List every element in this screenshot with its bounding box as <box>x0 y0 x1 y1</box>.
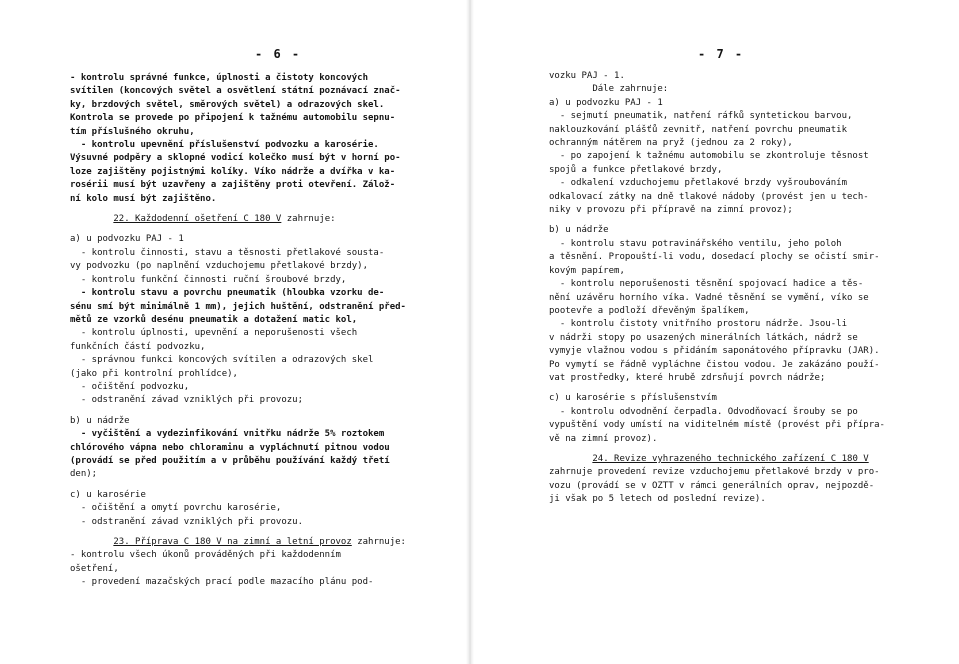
section-heading: 22. Každodenní ošetření C 180 V <box>113 214 282 225</box>
left-text-line: - odstranění závad vzniklých při provozu; <box>70 395 303 406</box>
left-text-line: loze zajištěny pojistnými kolíky. Víko nádrže a dvířka v ka- <box>70 166 396 177</box>
right-text-line: vozku PAJ - 1. <box>549 71 625 81</box>
left-text-line: svítilen (koncových světel a osvětlení státní poznávací znač- <box>70 86 401 97</box>
right-text-line: spojů a funkce přetlakové brzdy, <box>549 164 723 175</box>
left-text-line: - kontrolu úplnosti, upevnění a neporušenosti všech <box>70 328 358 339</box>
right-page-text <box>549 70 909 507</box>
left-text-line: - kontrolu všech úkonů prováděných při každodenním <box>70 550 341 561</box>
right-text-line: - kontrolu stavu potravinářského ventilu, jeho poloh <box>549 238 842 249</box>
paragraph-gap <box>70 226 450 233</box>
left-text-line: 23. Příprava C 180 V na zimní a letní provoz zahrnuje: <box>113 537 406 547</box>
section-heading: 24. Revize vyhrazeného technického zařízení C 180 V <box>592 453 869 464</box>
right-text-line: - po zapojení k tažnému automobilu se zkontroluje těsnost <box>549 151 869 162</box>
right-text-line: - kontrolu neporušenosti těsnění spojovací hadice a těs- <box>549 279 864 290</box>
left-text-line: tím příslušného okruhu, <box>70 126 195 137</box>
right-text-line: Po vymytí se řádně vypláchne čistou vodou. Je zakázáno použí- <box>549 359 880 370</box>
paragraph-gap <box>70 408 450 415</box>
paragraph-gap <box>549 446 909 453</box>
left-text-line: vy podvozku (po naplnění vzduchojemu přetlakové brzdy), <box>70 261 369 272</box>
left-text-line: Kontrola se provede po připojení k tažnému automobilu sepnu- <box>70 113 396 124</box>
page-number-right: - 7 - <box>698 47 745 61</box>
left-text-line: - provedení mazačských prací podle mazacího plánu pod- <box>70 577 374 588</box>
left-text-line: b) u nádrže <box>70 415 130 426</box>
right-text-line: - kontrolu odvodnění čerpadla. Odvodňovací šrouby se po <box>549 406 858 417</box>
right-text-line: - kontrolu čistoty vnitřního prostoru nádrže. Jsou-li <box>549 319 848 330</box>
right-text-line: vě na zimní provoz). <box>549 433 658 444</box>
left-text-line: - kontrolu stavu a povrchu pneumatik (hloubka vzorku de- <box>70 288 385 299</box>
left-text-line: - kontrolu činnosti, stavu a těsnosti přetlakové sousta- <box>70 247 385 258</box>
left-text-line: Výsuvné podpěry a sklopné vodicí kolečko musí být v horní po- <box>70 153 401 164</box>
right-text-line: zahrnuje provedení revize vzduchojemu přetlakové brzdy v pro- <box>549 467 880 478</box>
right-text-line: vymyje vlažnou vodou s přidáním saponátového přípravku (JAR). <box>549 346 880 357</box>
left-text-line: ošetření, <box>70 563 119 574</box>
left-text-line: - správnou funkci koncových svítilen a odrazových skel <box>70 355 374 366</box>
left-text-line: - očištění a omytí povrchu karosérie, <box>70 503 282 514</box>
right-text-line: a) u podvozku PAJ - 1 <box>549 97 663 108</box>
left-text-line: - odstranění závad vzniklých při provozu. <box>70 516 303 527</box>
paragraph-gap <box>70 206 450 213</box>
right-page <box>472 0 959 664</box>
right-text-line: ochranným nátěrem na pryž (jednou za 2 roky), <box>549 138 793 149</box>
right-text-line: Dále zahrnuje: <box>549 84 669 95</box>
right-text-line: b) u nádrže <box>549 225 609 236</box>
left-text-line: 22. Každodenní ošetření C 180 V zahrnuje: <box>113 214 336 225</box>
page-number-left: - 6 - <box>255 47 302 61</box>
right-text-line: a těsnění. Propouští-li vodu, dosedací plochy se očistí smir- <box>549 252 880 263</box>
left-text-line: ky, brzdových světel, směrových světel) a odrazových skel. <box>70 99 385 110</box>
right-text-line: vozu (provádí se v OZTT v rámci generálních oprav, nejpozdě- <box>549 480 875 491</box>
right-text-line: v nádrži stopy po usazených minerálních látkách, nádrž se <box>549 332 858 343</box>
paragraph-gap <box>549 385 909 392</box>
left-text-line: (provádí se před použitím a v průběhu používání každý třetí <box>70 455 390 466</box>
left-text-line: funkčních částí podvozku, <box>70 341 206 352</box>
right-text-line: - odkalení vzduchojemu přetlakové brzdy vyšroubováním <box>549 178 848 189</box>
left-text-line: - kontrolu správné funkce, úplnosti a čistoty koncových <box>70 73 369 83</box>
left-text-line: ní kolo musí být zajištěno. <box>70 193 217 204</box>
right-text-line: kovým papírem, <box>549 265 625 276</box>
right-text-line: pootevře a podloží dřevěným špalíkem, <box>549 305 750 316</box>
left-text-line: (jako při kontrolní prohlídce), <box>70 368 238 379</box>
paragraph-gap <box>549 217 909 224</box>
right-text-line <box>549 453 909 466</box>
right-text-line: - sejmutí pneumatik, natření ráfků syntetickou barvou, <box>549 111 853 122</box>
right-text-line: naklouzkování plášťů zevnitř, natření povrchu pneumatik <box>549 124 848 135</box>
paragraph-gap <box>70 529 450 536</box>
left-text-line: a) u podvozku PAJ - 1 <box>70 234 184 245</box>
left-text-line: - kontrolu upevnění příslušenství podvozku a karosérie. <box>70 140 379 151</box>
left-page-text <box>70 72 450 590</box>
paragraph-gap <box>70 482 450 489</box>
left-text-line: c) u karosérie <box>70 489 146 500</box>
left-text-line: mětů ze vzorků desénu pneumatik a dotažení matic kol, <box>70 314 358 325</box>
section-heading: 23. Příprava C 180 V na zimní a letní provoz <box>113 537 352 547</box>
left-text-line: - očištění podvozku, <box>70 381 190 392</box>
left-text-line: chlórového vápna nebo chloraminu a vypláchnutí pitnou vodou <box>70 442 390 453</box>
right-text-line: ji však po 5 letech od poslední revize). <box>549 494 766 505</box>
left-page <box>0 0 470 664</box>
left-text-line: sénu smí být minimálně 1 mm), jejich huštění, odstranění před- <box>70 301 406 312</box>
right-text-line: c) u karosérie s příslušenstvím <box>549 393 717 404</box>
right-text-line: vypuštění vody umístí na viditelném místě (provést při přípra- <box>549 420 885 431</box>
right-text-line: vat prostředky, které hrubě zdrsňují povrch nádrže; <box>549 372 826 383</box>
left-text-line: - kontrolu funkční činnosti ruční šroubové brzdy, <box>70 274 347 285</box>
left-text-line: den); <box>70 469 98 480</box>
right-text-line: niky v provozu při přípravě na zimní provoz); <box>549 205 793 216</box>
left-text-line: - vyčištění a vydezinfikování vnitřku nádrže 5% roztokem <box>70 429 385 440</box>
left-text-line: rosérii musí být uzavřeny a zajištěny proti otevření. Zálož- <box>70 180 396 191</box>
right-text-line: odkalovací zátky na dně tlakové nádoby (provést jen u tech- <box>549 191 869 202</box>
right-text-line: nění uzávěru horního víka. Vadné těsnění se vymění, víko se <box>549 292 869 303</box>
